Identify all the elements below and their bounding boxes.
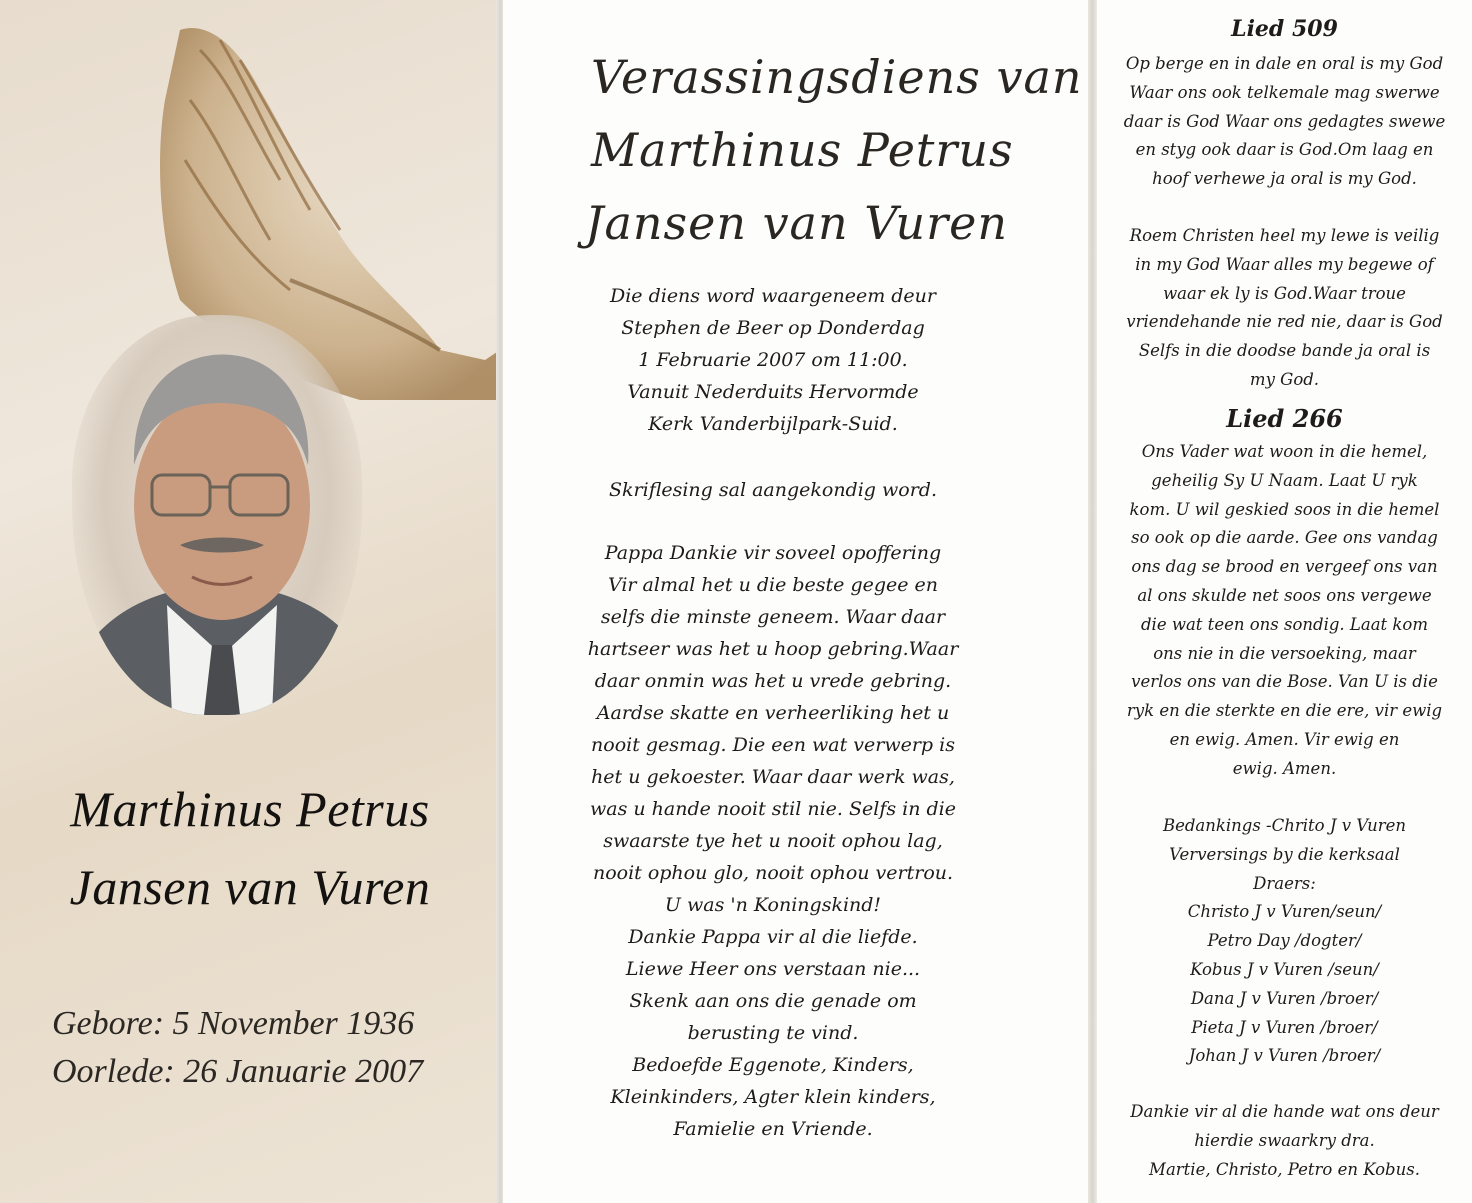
hymn-line: en ewig. Amen. Vir ewig en bbox=[1169, 729, 1400, 749]
hymn-266-text bbox=[1097, 438, 1472, 784]
scripture-note bbox=[503, 474, 1043, 506]
credit-line: Pieta J v Vuren /broer/ bbox=[1191, 1017, 1378, 1037]
hymn-line: Op berge en in dale en oral is my God bbox=[1125, 54, 1444, 73]
tribute-text bbox=[503, 537, 1043, 1145]
deceased-name-line1: Marthinus Petrus bbox=[70, 781, 430, 837]
hymn-line: verlos ons van die Bose. Van U is die bbox=[1131, 672, 1438, 692]
hymn-line: al ons skulde net soos ons vergewe bbox=[1137, 585, 1432, 605]
death-date: Oorlede: 26 Januarie 2007 bbox=[52, 1053, 424, 1090]
hymn-509-title: Lied 509 bbox=[1231, 16, 1338, 42]
tribute-line: het u gekoester. Waar daar werk was, bbox=[591, 766, 955, 788]
hymn-line: Roem Christen heel my lewe is veilig bbox=[1129, 226, 1440, 245]
credit-line: Petro Day /dogter/ bbox=[1207, 931, 1362, 951]
tribute-line: Bedoefde Eggenote, Kinders, bbox=[632, 1054, 914, 1076]
hymn-line: ons nie in die versoeking, maar bbox=[1153, 643, 1416, 663]
tribute-line: U was 'n Koningskind! bbox=[664, 894, 882, 916]
thanks-note bbox=[1097, 1098, 1472, 1184]
credit-line: Kobus J v Vuren /seun/ bbox=[1190, 959, 1379, 979]
service-details bbox=[503, 280, 1043, 440]
tribute-line: Liewe Heer ons verstaan nie... bbox=[625, 958, 921, 980]
tribute-line: Kleinkinders, Agter klein kinders, bbox=[610, 1086, 936, 1108]
scripture-line: Skriflesing sal aangekondig word. bbox=[609, 479, 937, 501]
hymn-line: en styg ook daar is God.Om laag en bbox=[1135, 140, 1434, 160]
hymn-509-verse2 bbox=[1097, 222, 1472, 395]
hymn-line: hoof verhewe ja oral is my God. bbox=[1152, 169, 1417, 189]
credit-line: Verversings by die kerksaal bbox=[1169, 844, 1400, 864]
hymn-509-verse1 bbox=[1097, 50, 1472, 194]
service-title-line2: Marthinus Petrus bbox=[591, 123, 1014, 177]
tribute-line: Aardse skatte en verheerliking het u bbox=[596, 702, 950, 724]
service-title-line1: Verassingsdiens van bbox=[591, 50, 1083, 104]
credits-list bbox=[1097, 812, 1472, 1071]
hymn-line: ewig. Amen. bbox=[1232, 758, 1337, 778]
tribute-line: berusting te vind. bbox=[687, 1022, 859, 1044]
hymn-line: so ook op die aarde. Gee ons vandag bbox=[1131, 528, 1438, 548]
tribute-line: Skenk aan ons die genade om bbox=[629, 990, 917, 1012]
hymn-line: waar ek ly is God.Waar troue bbox=[1163, 283, 1406, 303]
service-line: Kerk Vanderbijlpark-Suid. bbox=[648, 413, 898, 435]
tribute-line: Pappa Dankie vir soveel opoffering bbox=[604, 542, 942, 564]
tribute-line: daar onmin was het u vrede gebring. bbox=[594, 670, 952, 692]
hymns-panel bbox=[1097, 0, 1472, 1203]
hymn-line: ryk en die sterkte en die ere, vir ewig bbox=[1126, 701, 1443, 721]
tribute-line: Vir almal het u die beste gegee en bbox=[607, 574, 939, 596]
hymn-line: ons dag se brood en vergeef ons van bbox=[1131, 557, 1438, 577]
hymn-line: Ons Vader wat woon in die hemel, bbox=[1141, 442, 1428, 461]
thanks-line: Martie, Christo, Petro en Kobus. bbox=[1149, 1159, 1420, 1179]
tribute-line: swaarste tye het u nooit ophou lag, bbox=[603, 830, 943, 852]
tribute-line: Dankie Pappa vir al die liefde. bbox=[628, 926, 918, 948]
service-title-line3: Jansen van Vuren bbox=[585, 196, 1008, 250]
birth-date: Gebore: 5 November 1936 bbox=[52, 1005, 415, 1042]
hymn-line: in my God Waar alles my begewe of bbox=[1135, 254, 1434, 274]
service-panel bbox=[503, 0, 1088, 1203]
service-line: Die diens word waargeneem deur bbox=[609, 285, 936, 307]
service-line: Stephen de Beer op Donderdag bbox=[621, 317, 925, 339]
credit-line: Johan J v Vuren /broer/ bbox=[1188, 1046, 1381, 1066]
credit-line: Christo J v Vuren/seun/ bbox=[1187, 902, 1382, 922]
portrait-photo bbox=[72, 315, 362, 715]
hymn-line: geheilig Sy U Naam. Laat U ryk bbox=[1151, 470, 1418, 490]
fold-divider bbox=[1088, 0, 1097, 1203]
hymn-line: my God. bbox=[1249, 369, 1320, 389]
service-line: Vanuit Nederduits Hervormde bbox=[627, 381, 919, 403]
service-line: 1 Februarie 2007 om 11:00. bbox=[638, 349, 908, 371]
credit-line: Draers: bbox=[1253, 873, 1316, 893]
thanks-line: Dankie vir al die hande wat ons deur bbox=[1130, 1102, 1439, 1121]
credit-line: Bedankings -Chrito J v Vuren bbox=[1162, 816, 1407, 835]
deceased-name-line2: Jansen van Vuren bbox=[69, 859, 431, 915]
hymn-line: Waar ons ook telkemale mag swerwe bbox=[1129, 82, 1440, 102]
tribute-line: nooit gesmag. Die een wat verwerp is bbox=[591, 734, 955, 756]
hymn-line: kom. U wil geskied soos in die hemel bbox=[1129, 499, 1440, 519]
hymn-line: die wat teen ons sondig. Laat kom bbox=[1141, 614, 1428, 634]
tribute-line: was u hande nooit stil nie. Selfs in die bbox=[590, 798, 956, 820]
thanks-line: hierdie swaarkry dra. bbox=[1194, 1130, 1375, 1150]
hymn-line: daar is God Waar ons gedagtes swewe bbox=[1123, 111, 1446, 131]
hymn-266-title: Lied 266 bbox=[1226, 404, 1343, 433]
hymn-line: vriendehande nie red nie, daar is God bbox=[1126, 312, 1443, 332]
cover-panel bbox=[0, 0, 500, 1203]
tribute-line: hartseer was het u hoop gebring.Waar bbox=[587, 638, 959, 660]
hymn-line: Selfs in die doodse bande ja oral is bbox=[1138, 341, 1431, 361]
tribute-line: selfs die minste geneem. Waar daar bbox=[600, 606, 946, 628]
tribute-line: nooit ophou glo, nooit ophou vertrou. bbox=[592, 862, 954, 884]
tribute-line: Famielie en Vriende. bbox=[673, 1118, 873, 1140]
credit-line: Dana J v Vuren /broer/ bbox=[1190, 988, 1379, 1008]
